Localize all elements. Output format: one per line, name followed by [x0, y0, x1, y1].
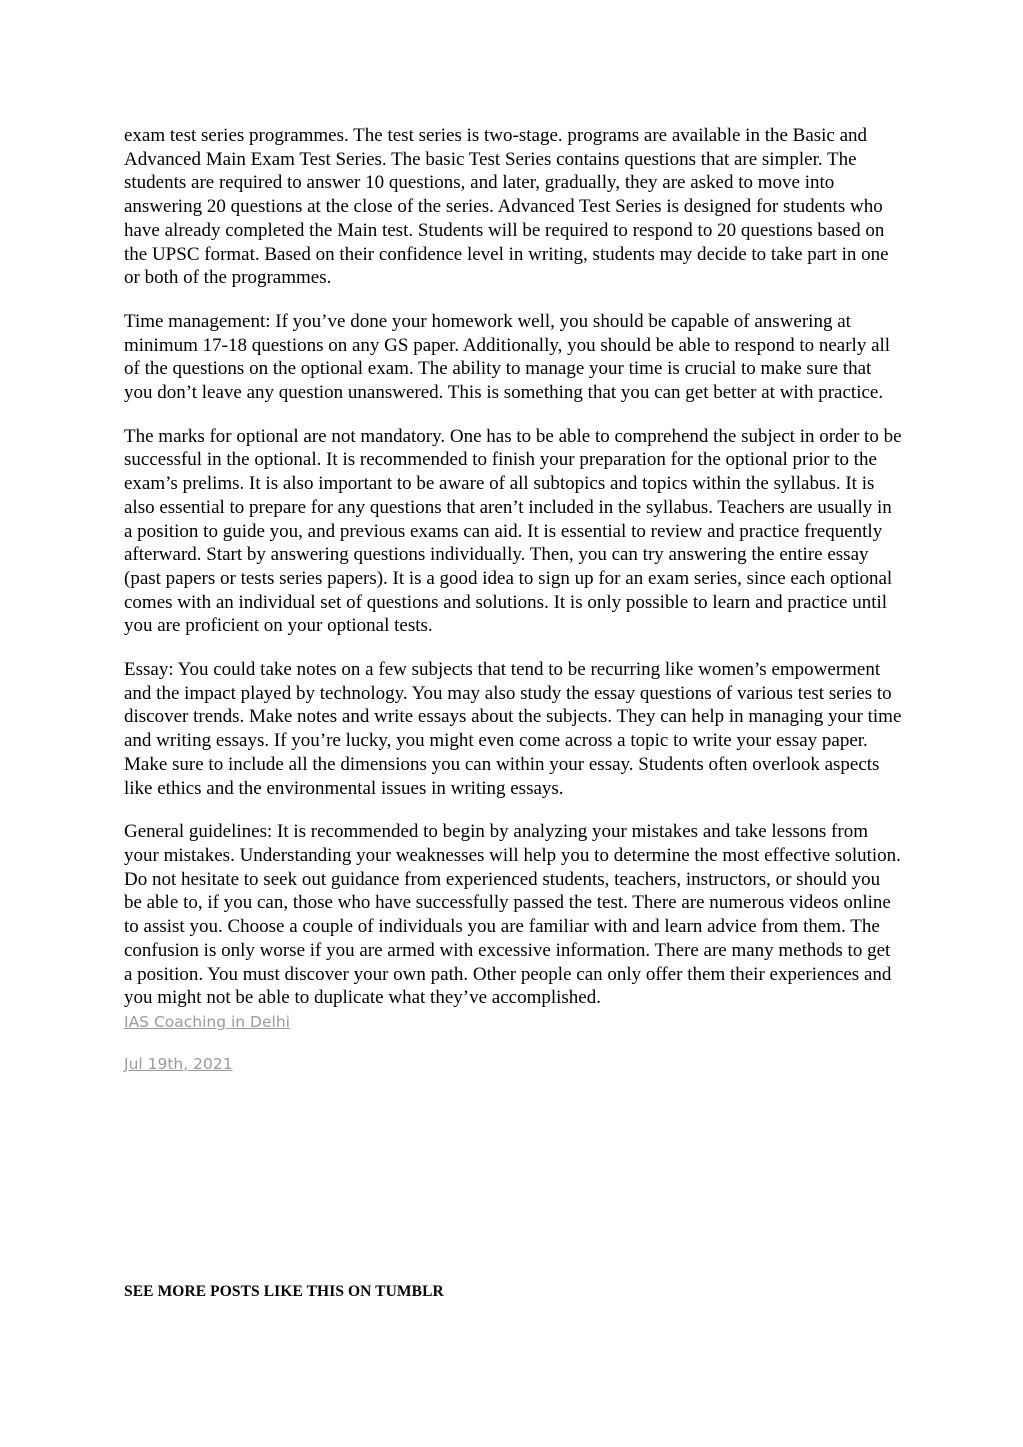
article-body — [124, 124, 902, 1075]
paragraph-time-management: Time management: If you’ve done your homework well, you should be capable of answering at minimum 17-18 questions on any GS paper. Additionally, you should be able to respond to nearly all of the questions on the optional exam. The ability to manage your time is crucial to make sure that you don’t leave any question unanswered. This is something that you can get better at with practice. — [124, 310, 891, 404]
ias-coaching-link[interactable]: IAS Coaching in Delhi — [124, 1012, 290, 1031]
paragraph-optional-marks: The marks for optional are not mandatory. One has to be able to comprehend the subject in order to be successful in the optional. It is recommended to finish your preparation for the optional prior to the exam’s prelims. It is also important to be aware of all subtopics and topics within the syllabus. It is also essential to prepare for any questions that aren’t included in the syllabus. Teachers are usually in a position to guide you, and previous exams can aid. It is essential to review and practice frequently afterward. Start by answering questions individually. Then, you can try answering the entire essay (past papers or tests series papers). It is a good idea to sign up for an exam series, since each optional comes with an individual set of questions and solutions. It is only possible to learn and practice until you are proficient on your optional tests. — [124, 425, 902, 637]
source-link-row — [124, 1010, 902, 1034]
paragraph-essay: Essay: You could take notes on a few subjects that tend to be recurring like women’s empowerment and the impact played by technology. You may also study the essay questions of various test series to discover trends. Make notes and write essays about the subjects. They can help in managing your time and writing essays. If you’re lucky, you might even come across a topic to write your essay paper. Make sure to include all the dimensions you can within your essay. Students often overlook aspects like ethics and the environmental issues in writing essays. — [124, 659, 902, 799]
paragraph-general-guidelines: General guidelines: It is recommended to begin by analyzing your mistakes and take lessons from your mistakes. Understanding your weaknesses will help you to determine the most effective solution. Do not hesitate to seek out guidance from experienced students, teachers, instructors, or should you be able to, if you can, those who have successfully passed the test. There are numerous videos online to assist you. Choose a couple of individuals you are familiar with and learn advice from them. The confusion is only worse if you are armed with excessive information. There are many methods to get a position. You must discover your own path. Other people can only offer them their experiences and you might not be able to duplicate what they’ve accomplished. — [124, 821, 901, 1009]
post-date-link[interactable]: Jul 19th, 2021 — [124, 1054, 233, 1073]
see-more-posts-link[interactable]: SEE MORE POSTS LIKE THIS ON TUMBLR — [124, 1283, 444, 1300]
paragraph-test-series: exam test series programmes. The test series is two-stage. programs are available in the Basic and Advanced Main Exam Test Series. The basic Test Series contains questions that are simpler. The students are required to answer 10 questions, and later, gradually, they are asked to move into answering 20 questions at the close of the series. Advanced Test Series is designed for students who have already completed the Main test. Students will be required to respond to 20 questions based on the UPSC format. Based on their confidence level in writing, students may decide to take part in one or both of the programmes. — [124, 125, 889, 289]
post-date-row — [124, 1052, 902, 1076]
